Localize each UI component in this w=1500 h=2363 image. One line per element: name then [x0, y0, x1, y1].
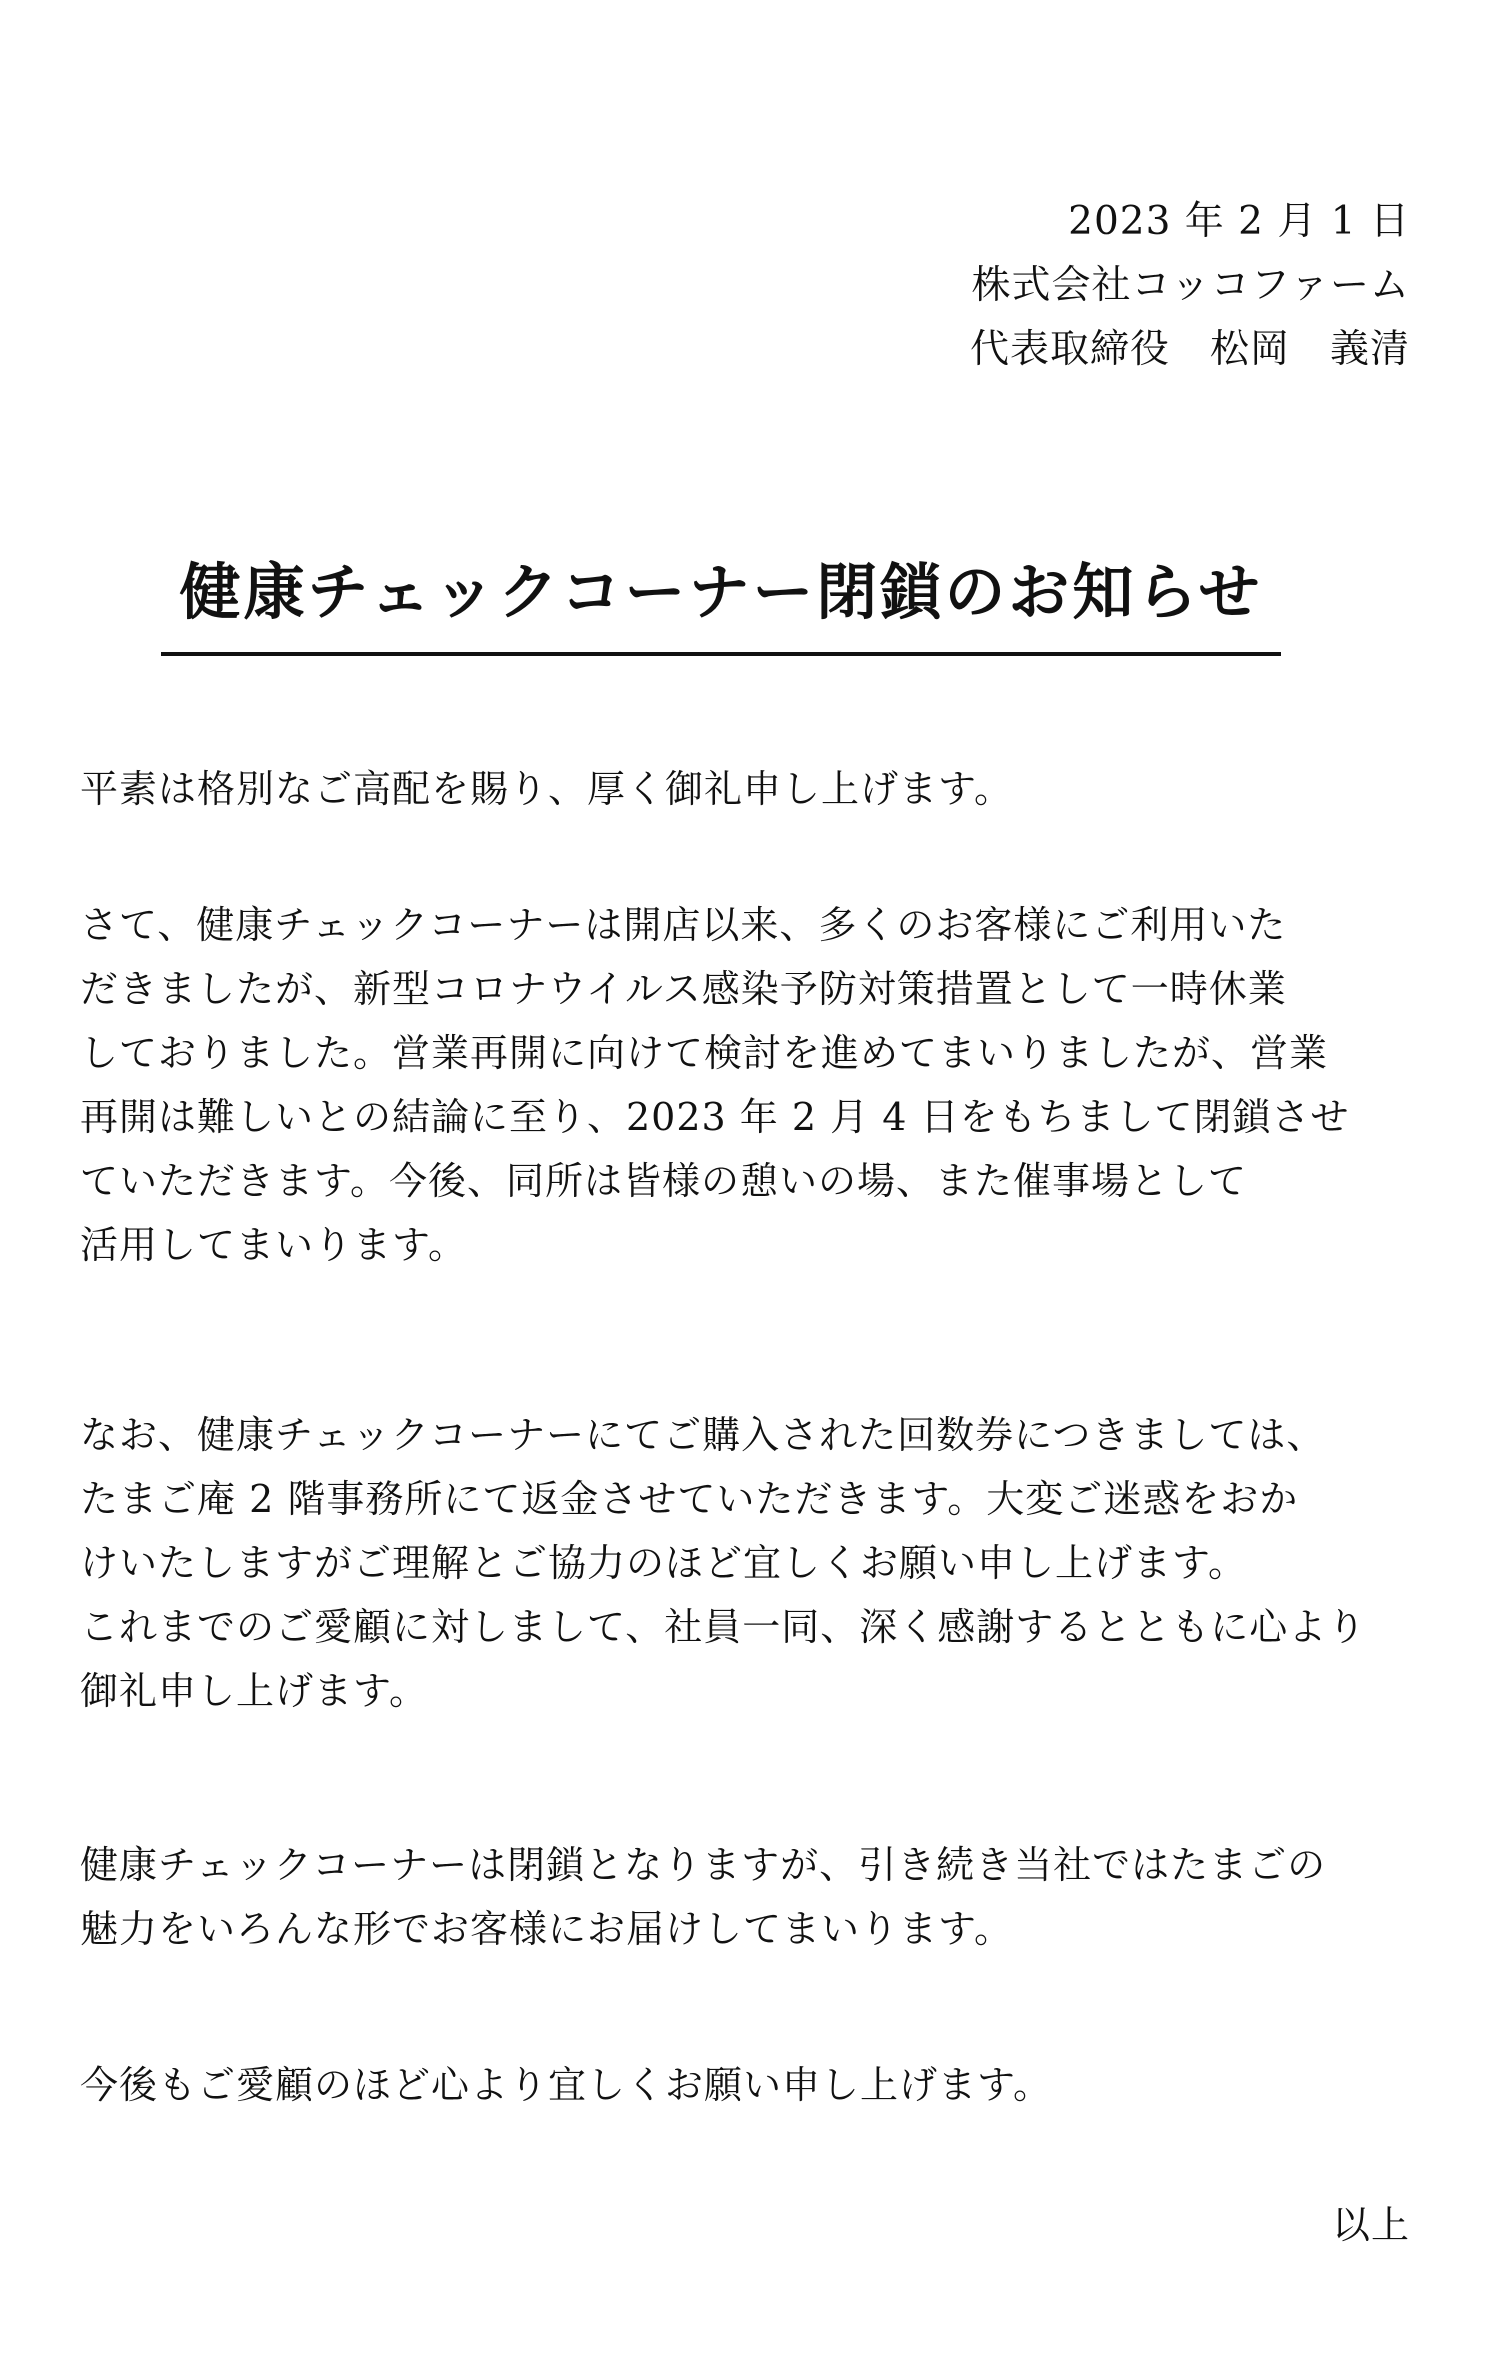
paragraph-text: 今後もご愛顧のほど心より宜しくお願い申し上げます。 [80, 2063, 1052, 2107]
closing-remark: 以上 [1331, 2203, 1410, 2247]
body-paragraph-5 [80, 2053, 1420, 2117]
paragraph-text: 健康チェックコーナーは閉鎖となりますが、引き続き当社ではたまごの 魅力をいろんな形でお客様にお届けしてまいります。 [80, 1843, 1327, 1951]
header-block [970, 190, 1410, 382]
company-name: 株式会社コッコファーム [971, 263, 1410, 308]
issue-date: 2023 年 2 月 1 日 [1068, 199, 1410, 244]
notice-title: 健康チェックコーナー閉鎖のお知らせ [179, 557, 1263, 628]
title-underline [161, 652, 1281, 656]
title-wrap [161, 548, 1281, 638]
paragraph-text: 平素は格別なご高配を賜り、厚く御礼申し上げます。 [80, 767, 1013, 811]
representative-name: 代表取締役 松岡 義清 [969, 327, 1410, 372]
paragraph-text: さて、健康チェックコーナーは開店以来、多くのお客様にご利用いた だきましたが、新型コロナウイルス感染予防対策措置として一時休業 しておりました。営業再開に向けて検討を進めてまいりましたが、営業 再開は難しいとの結論に至り、2023 年 2 月 4 日をもちまして閉鎖させ ていただきます。今後、同所は皆様の憩いの場、また催事場として 活用してまいります。 [80, 903, 1350, 1267]
body-paragraph-3 [80, 1403, 1420, 1723]
body-paragraph-2 [80, 893, 1420, 1277]
body-paragraph-1 [80, 757, 1420, 821]
paragraph-text: なお、健康チェックコーナーにてご購入された回数券につきましては、 たまご庵 2 階事務所にて返金させていただきます。大変ご迷惑をおか けいたしますがご理解とご協力のほど宜しくお願い申し上げます。 これまでのご愛顧に対しまして、社員一同、深く感謝するとともに心より 御礼申し上げます。 [80, 1413, 1367, 1713]
body-paragraph-4 [80, 1833, 1420, 1961]
